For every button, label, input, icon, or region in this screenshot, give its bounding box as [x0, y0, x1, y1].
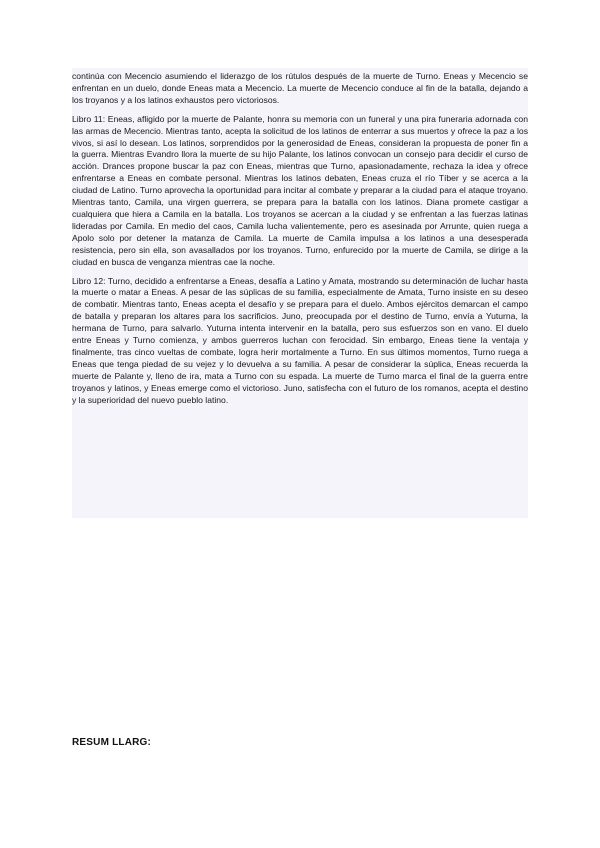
paragraph-libro-12: Libro 12: Turno, decidido a enfrentarse a Eneas, desafía a Latino y Amata, mostrando su determinación de luchar hasta la muerte o matar a Eneas. A pesar de las súplicas de su familia, especialmente de Amata, Turno insiste en su deseo de combatir. Mientras tanto, Eneas acepta el desafío y se prepara para el duelo. Ambos ejércitos demarcan el campo de batalla y preparan los altares para los sacrificios. Juno, preocupada por el destino de Turno, envía a Yuturna, la hermana de Turno, para salvarlo. Yuturna intenta intervenir en la batalla, pero sus esfuerzos son en vano. El duelo entre Eneas y Turno comienza, y ambos guerreros luchan con ferocidad. Sin embargo, Eneas tiene la ventaja y finalmente, tras cinco vueltas de combate, logra herir mortalmente a Turno. En sus últimos momentos, Turno ruega a Eneas que tenga piedad de su vejez y lo devuelva a su familia. A pesar de considerar la súplica, Eneas recuerda la muerte de Palante y, lleno de ira, mata a Turno con su espada. La muerte de Turno marca el final de la guerra entre troyanos y latinos, y Eneas emerge como el victorioso. Juno, satisfecha con el futuro de los romanos, acepta el destino y la superioridad del nuevo pueblo latino. — [72, 275, 528, 405]
section-heading-resum-llarg: RESUM LLARG: — [72, 737, 152, 748]
paragraph-continuation: continúa con Mecencio asumiendo el liderazgo de los rútulos después de la muerte de Turno. Eneas y Mecencio se enfrentan en un duelo, donde Eneas mata a Mecencio. La muerte de Mecencio conduce al fin de la batalla, dejando a los troyanos y a los latinos exhaustos pero victoriosos. — [72, 71, 528, 105]
summary-text-block — [72, 68, 528, 518]
paragraph-libro-11: Libro 11: Eneas, afligido por la muerte de Palante, honra su memoria con un funeral y una pira funeraria adornada con las armas de Mecencio. Mientras tanto, acepta la solicitud de los latinos de enterrar a sus muertos y ofrece la paz a los vivos, si así lo desean. Los latinos, sorprendidos por la generosidad de Eneas, consideran la propuesta de poner fin a la guerra. Mientras Evandro llora la muerte de su hijo Palante, los latinos convocan un consejo para decidir el curso de acción. Drances propone buscar la paz con Eneas, mientras que Turno, apasionadamente, rechaza la idea y ofrece enfrentarse a Eneas en combate personal. Mientras los latinos debaten, Eneas cruza el río Tíber y se acerca a la ciudad de Latino. Turno aprovecha la oportunidad para incitar al combate y preparar a la ciudad para el ataque troyano. Mientras tanto, Camila, una virgen guerrera, se prepara para la batalla con los latinos. Diana promete castigar a cualquiera que hiera a Camila en la batalla. Los troyanos se acercan a la ciudad y se enfrentan a las fuerzas latinas lideradas por Camila. En medio del caos, Camila lucha valientemente, pero es asesinada por Arrunte, quien ruega a Apolo solo por detener la matanza de Camila. La muerte de Camila impulsa a los latinos a una desesperada resistencia, pero sin ella, son avasallados por los troyanos. Turno, enfurecido por la muerte de Camila, se dirige a la ciudad en busca de venganza mientras cae la noche. — [72, 113, 528, 267]
